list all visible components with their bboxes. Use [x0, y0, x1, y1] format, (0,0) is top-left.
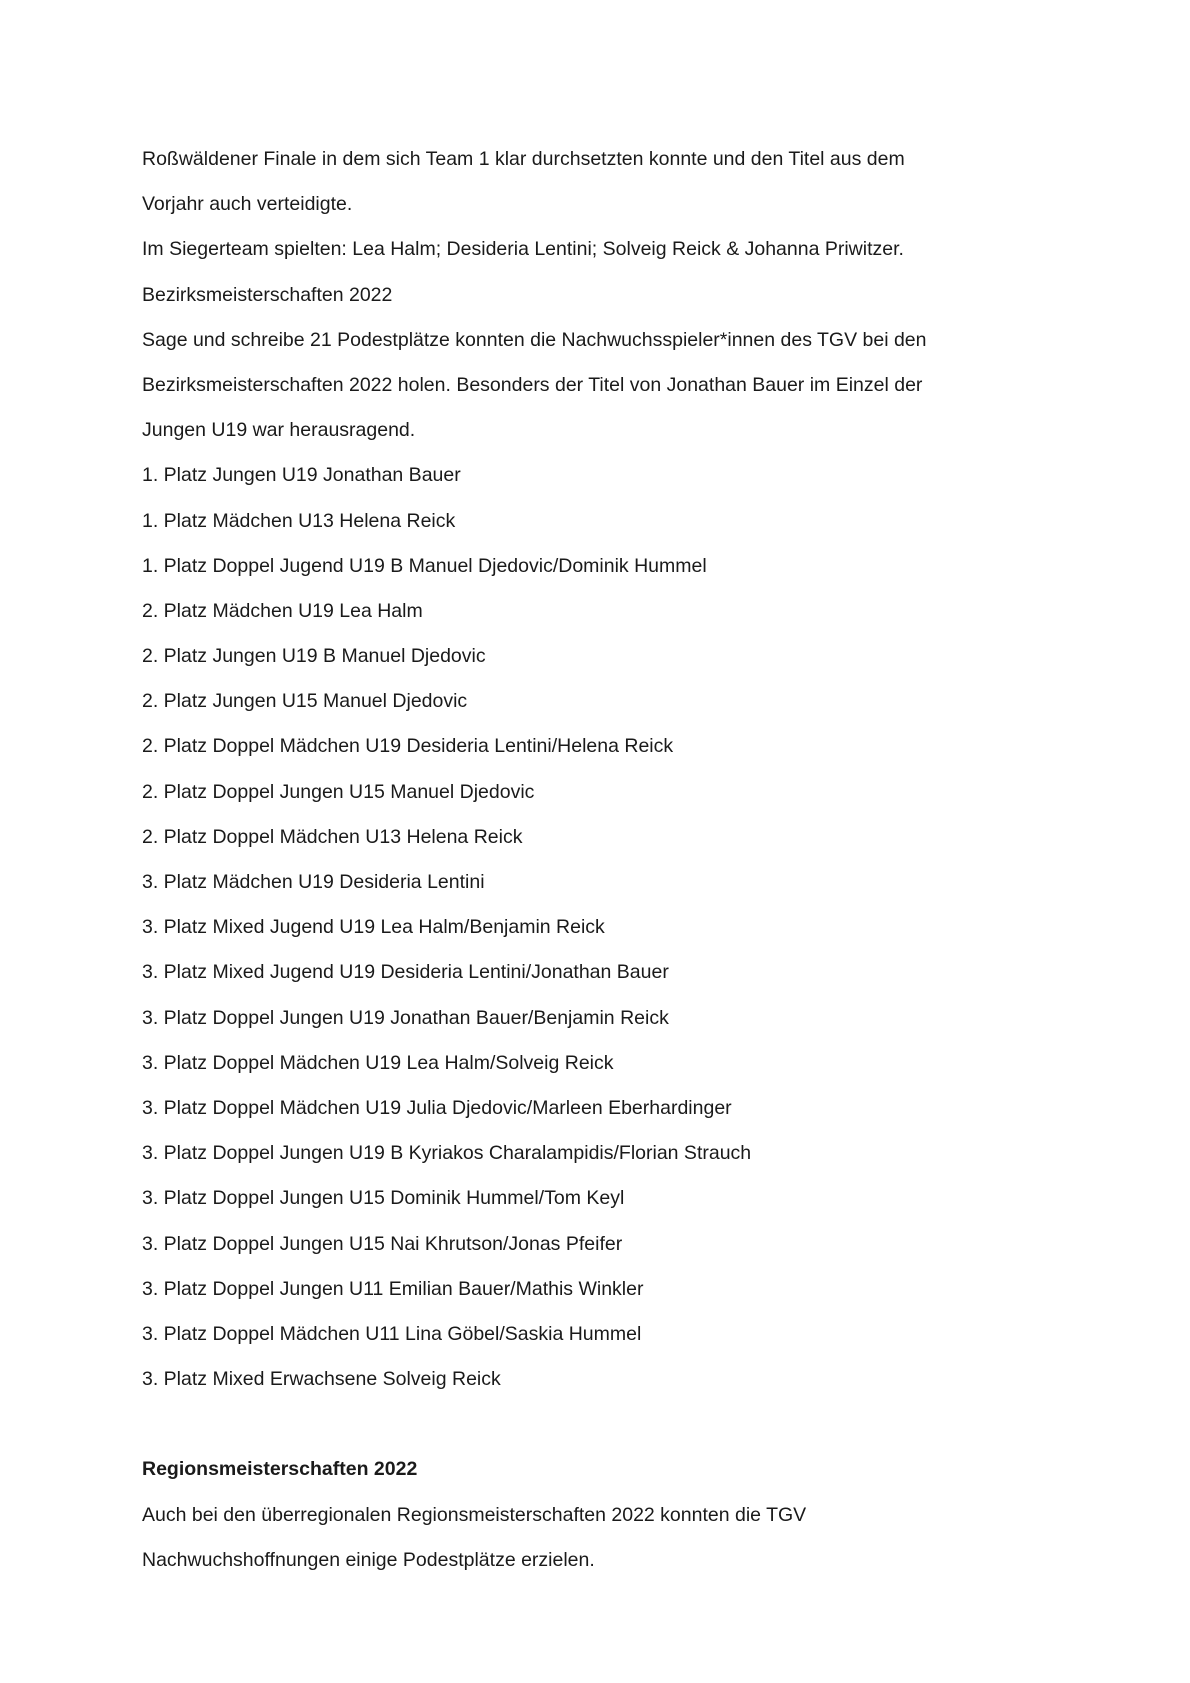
region-text-line: Nachwuchshoffnungen einige Podestplätze erzielen. — [142, 1548, 595, 1571]
result-item: 3. Platz Doppel Jungen U15 Nai Khrutson/Jonas Pfeifer — [142, 1232, 623, 1255]
intro-line: Vorjahr auch verteidigte. — [142, 193, 353, 216]
bezirk-section — [142, 273, 1042, 1403]
result-item: 3. Platz Doppel Jungen U19 B Kyriakos Charalampidis/Florian Strauch — [142, 1142, 752, 1165]
result-item: 2. Platz Mädchen U19 Lea Halm — [142, 599, 423, 622]
result-item: 3. Platz Doppel Mädchen U19 Lea Halm/Solveig Reick — [142, 1051, 614, 1074]
result-item: 2. Platz Jungen U19 B Manuel Djedovic — [142, 645, 486, 668]
result-item: 3. Platz Mixed Jugend U19 Desideria Lentini/Jonathan Bauer — [142, 961, 669, 984]
region-section — [142, 1447, 1042, 1583]
result-item: 1. Platz Doppel Jugend U19 B Manuel Djedovic/Dominik Hummel — [142, 554, 707, 577]
result-item: 1. Platz Mädchen U13 Helena Reick — [142, 509, 456, 532]
result-item: 3. Platz Mixed Jugend U19 Lea Halm/Benjamin Reick — [142, 916, 605, 939]
bezirk-title: Bezirksmeisterschaften 2022 — [142, 283, 393, 306]
result-item: 2. Platz Doppel Mädchen U13 Helena Reick — [142, 825, 523, 848]
section-spacer — [142, 1402, 1042, 1447]
bezirk-text-line: Jungen U19 war herausragend. — [142, 419, 416, 442]
result-item: 3. Platz Doppel Jungen U19 Jonathan Bauer/Benjamin Reick — [142, 1006, 669, 1029]
intro-paragraph — [142, 137, 1042, 273]
result-item: 3. Platz Doppel Jungen U15 Dominik Hummel/Tom Keyl — [142, 1187, 625, 1210]
result-item: 3. Platz Doppel Jungen U11 Emilian Bauer/Mathis Winkler — [142, 1277, 644, 1300]
result-item: 2. Platz Doppel Mädchen U19 Desideria Lentini/Helena Reick — [142, 735, 674, 758]
results-list — [142, 453, 1042, 1402]
bezirk-text-line: Sage und schreibe 21 Podestplätze konnten die Nachwuchsspieler*innen des TGV bei den — [142, 328, 927, 351]
result-item: 3. Platz Mixed Erwachsene Solveig Reick — [142, 1368, 501, 1391]
result-item: 3. Platz Doppel Mädchen U19 Julia Djedovic/Marleen Eberhardinger — [142, 1096, 732, 1119]
region-title: Regionsmeisterschaften 2022 — [142, 1458, 418, 1481]
result-item: 3. Platz Doppel Mädchen U11 Lina Göbel/Saskia Hummel — [142, 1322, 642, 1345]
result-item: 3. Platz Mädchen U19 Desideria Lentini — [142, 871, 485, 893]
result-item: 2. Platz Doppel Jungen U15 Manuel Djedovic — [142, 780, 535, 803]
document-page — [142, 137, 1042, 1583]
intro-line: Roßwäldener Finale in dem sich Team 1 klar durchsetzten konnte und den Titel aus dem — [142, 148, 905, 170]
result-item: 2. Platz Jungen U15 Manuel Djedovic — [142, 690, 468, 713]
intro-line: Im Siegerteam spielten: Lea Halm; Desideria Lentini; Solveig Reick & Johanna Priwitzer. — [142, 238, 904, 261]
bezirk-text-line: Bezirksmeisterschaften 2022 holen. Besonders der Titel von Jonathan Bauer im Einzel der — [142, 373, 923, 396]
result-item: 1. Platz Jungen U19 Jonathan Bauer — [142, 464, 461, 487]
region-text-line: Auch bei den überregionalen Regionsmeisterschaften 2022 konnten die TGV — [142, 1503, 807, 1526]
